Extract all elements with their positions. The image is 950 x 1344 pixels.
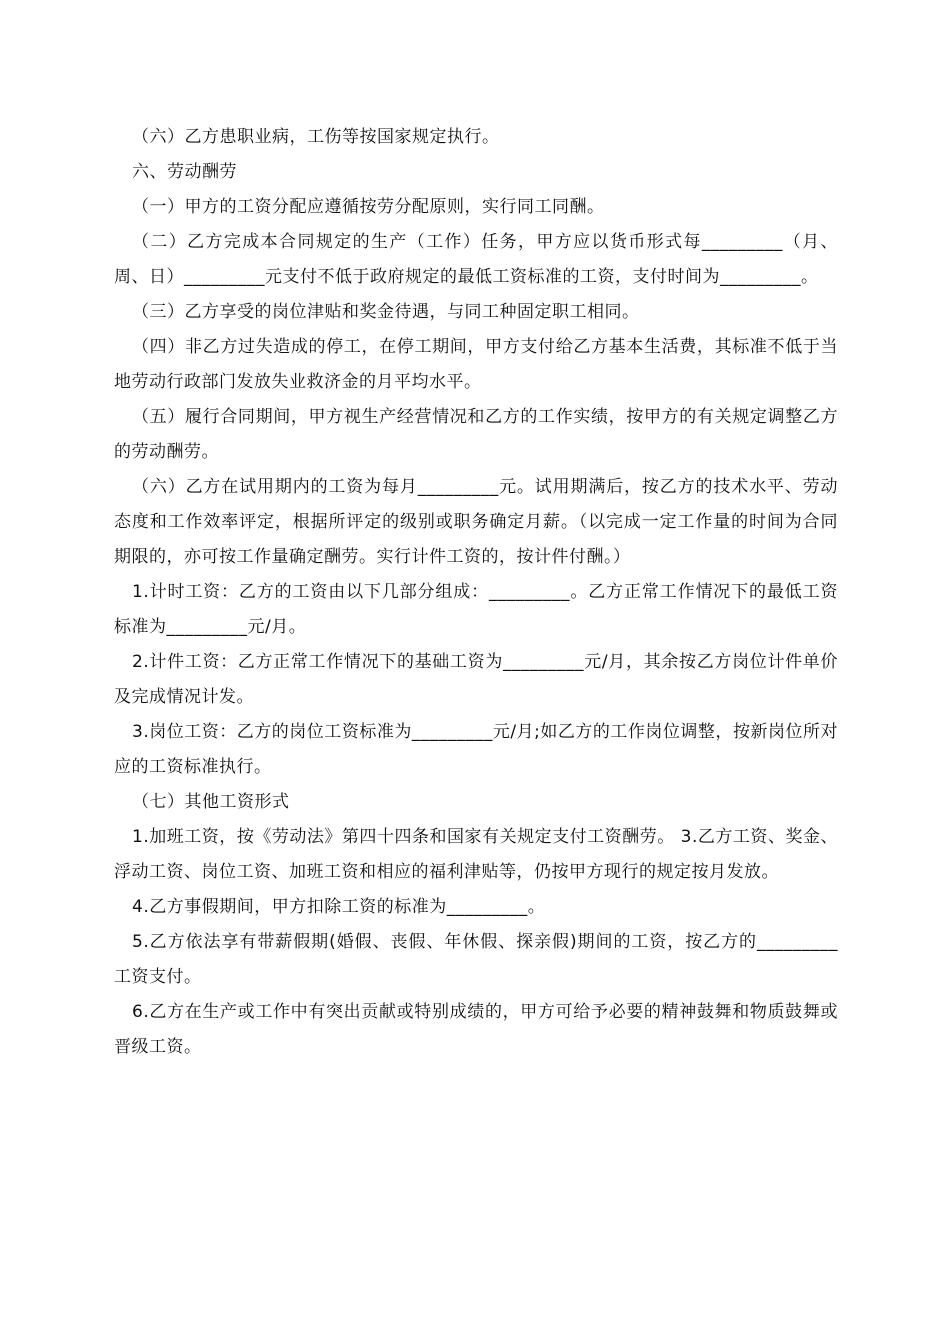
document-page bbox=[114, 120, 838, 1065]
item-overtime-wage: 1.加班工资，按《劳动法》第四十四条和国家有关规定支付工资酬劳。 3.乙方工资、奖金、浮动工资、岗位工资、加班工资和相应的福利津贴等，仍按甲方现行的规定按月发放。 bbox=[114, 827, 838, 882]
section-heading-labor-remuneration: 六、劳动酬劳 bbox=[132, 162, 237, 182]
clause-4-work-stoppage: （四）非乙方过失造成的停工，在停工期间，甲方支付给乙方基本生活费，其标准不低于当地劳动行政部门发放失业救济金的月平均水平。 bbox=[114, 337, 838, 392]
clause-1-wage-distribution: （一）甲方的工资分配应遵循按劳分配原则，实行同工同酬。 bbox=[132, 197, 605, 217]
clause-6-probation-wage: （六）乙方在试用期内的工资为每月_________元。试用期满后，按乙方的技术水平、劳动态度和工作效率评定，根据所评定的级别或职务确定月薪。（以完成一定工作量的时间为合同期限的，亦可按工作量确定酬劳。实行计件工资的，按计件付酬。） bbox=[114, 477, 838, 567]
item-reward: 6.乙方在生产或工作中有突出贡献或特别成绩的，甲方可给予必要的精神鼓舞和物质鼓舞或晋级工资。 bbox=[114, 1002, 838, 1057]
clause-5-adjustment: （五）履行合同期间，甲方视生产经营情况和乙方的工作实绩，按甲方的有关规定调整乙方的劳动酬劳。 bbox=[114, 407, 838, 462]
item-piece-wage: 2.计件工资：乙方正常工作情况下的基础工资为_________元/月，其余按乙方岗位计件单价及完成情况计发。 bbox=[114, 652, 838, 707]
clause-3-allowances: （三）乙方享受的岗位津贴和奖金待遇，与同工种固定职工相同。 bbox=[132, 302, 640, 322]
item-hourly-wage: 1.计时工资：乙方的工资由以下几部分组成：_________。乙方正常工作情况下的最低工资标准为_________元/月。 bbox=[114, 582, 838, 637]
item-paid-leave: 5.乙方依法享有带薪假期(婚假、丧假、年休假、探亲假)期间的工资，按乙方的_________工资支付。 bbox=[114, 932, 838, 987]
clause-2-payment-schedule: （二）乙方完成本合同规定的生产（工作）任务，甲方应以货币形式每_________（月、周、日）_________元支付不低于政府规定的最低工资标准的工资，支付时间为_________。 bbox=[114, 232, 838, 287]
clause-7-other-wage-forms: （七）其他工资形式 bbox=[132, 792, 290, 812]
item-position-wage: 3.岗位工资：乙方的岗位工资标准为_________元/月;如乙方的工作岗位调整，按新岗位所对应的工资标准执行。 bbox=[114, 722, 838, 777]
item-personal-leave: 4.乙方事假期间，甲方扣除工资的标准为_________。 bbox=[132, 897, 546, 917]
clause-6-occupational-disease: （六）乙方患职业病，工伤等按国家规定执行。 bbox=[132, 127, 500, 147]
